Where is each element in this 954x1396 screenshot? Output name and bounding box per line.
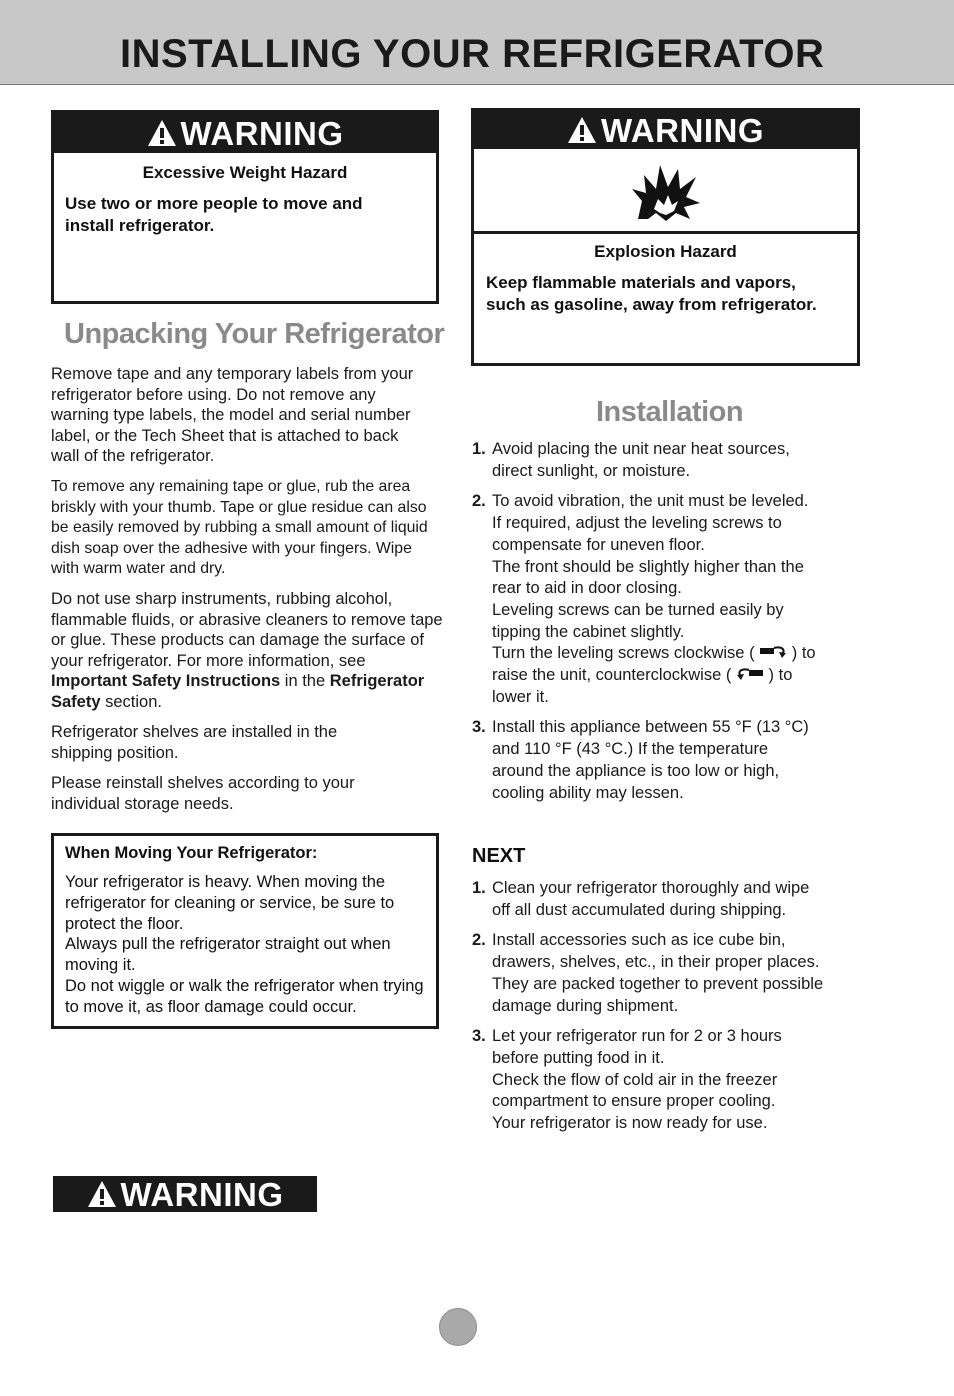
p3-text: in the <box>284 672 326 690</box>
list-item <box>472 878 872 921</box>
hazard-title: Explosion Hazard <box>594 242 737 261</box>
p3-text: section. <box>105 692 162 711</box>
unpacking-paragraph <box>51 589 443 712</box>
item-number: 1. <box>472 440 486 458</box>
ccw-text: raise the unit, counterclockwise ( <box>492 666 732 685</box>
explosion-panel <box>474 149 857 234</box>
hazard-body-line: such as gasoline, away from refrigerator. <box>486 295 817 314</box>
warning-label: WARNING <box>120 1175 284 1213</box>
item-number: 2. <box>472 492 486 511</box>
cw-text: ) to <box>791 644 816 663</box>
refrigerator-safety-reference: Refrigerator Safety <box>51 672 425 711</box>
item-line: Let your refrigerator run for 2 or 3 hours <box>492 1027 782 1046</box>
list-item <box>472 439 872 482</box>
warning-box-explosion <box>471 108 860 366</box>
bottom-warning-banner <box>53 1176 317 1212</box>
counterclockwise-arrow-icon <box>736 667 764 681</box>
next-heading: NEXT <box>472 845 526 867</box>
warning-banner <box>474 111 857 149</box>
item-line: If required, adjust the leveling screws to <box>492 514 782 533</box>
page-title: INSTALLING YOUR REFRIGERATOR <box>120 32 825 76</box>
item-line: The front should be slightly higher than the <box>492 557 804 576</box>
item-line: Avoid placing the unit near heat sources, <box>492 440 790 458</box>
item-line: Clean your refrigerator thoroughly and wipe <box>492 879 810 897</box>
unpacking-paragraph: Refrigerator shelves are installed in the shipping position. <box>51 723 338 762</box>
item-line: and 110 °F (43 °C.) If the temperature <box>492 740 769 759</box>
item-line <box>492 643 872 665</box>
item-line: around the appliance is too low or high, <box>492 761 780 780</box>
hazard-body-line: Keep flammable materials and vapors, <box>486 273 796 292</box>
item-line: compensate for uneven floor. <box>492 535 705 554</box>
item-line: Your refrigerator is now ready for use. <box>492 1114 768 1133</box>
hazard-title: Excessive Weight Hazard <box>142 163 348 182</box>
warning-triangle-icon <box>87 1180 117 1208</box>
item-number: 3. <box>472 718 486 737</box>
warning-triangle-icon <box>567 116 597 144</box>
next-list <box>472 878 872 1144</box>
unpacking-paragraph: Remove tape and any temporary labels from your refrigerator before using. Do not remove any warning type labels, the model and serial number label, or the Tech Sheet that is attached to back wall of the refrigerator. <box>51 365 414 465</box>
warning-label: WARNING <box>180 114 344 152</box>
moving-box <box>51 833 439 1029</box>
ccw-text: ) to <box>768 666 793 685</box>
installation-heading: Installation <box>596 396 744 428</box>
item-line: Leveling screws can be turned easily by <box>492 600 784 619</box>
list-item <box>472 491 872 708</box>
item-line: They are packed together to prevent possible <box>492 974 824 993</box>
item-line <box>492 665 872 687</box>
page-number-dot <box>439 1308 477 1346</box>
item-line: before putting food in it. <box>492 1048 665 1067</box>
moving-text: Your refrigerator is heavy. When moving the refrigerator for cleaning or service, be sure to protect the floor. <box>65 873 395 933</box>
item-line: Install accessories such as ice cube bin, <box>492 931 786 950</box>
header-band <box>0 0 954 85</box>
item-line: cooling ability may lessen. <box>492 783 684 802</box>
item-number: 1. <box>472 879 486 897</box>
list-item <box>472 1026 872 1135</box>
cw-text: Turn the leveling screws clockwise ( <box>492 644 755 663</box>
clockwise-arrow-icon <box>759 645 787 659</box>
unpacking-paragraph: To remove any remaining tape or glue, rub the area briskly with your thumb. Tape or glue residue can also be easily removed by rubbing a small amount of liquid dish soap over the adhesive with your fingers. Wipe with warm water and dry. <box>51 478 428 577</box>
item-line: compartment to ensure proper cooling. <box>492 1092 776 1111</box>
item-number: 2. <box>472 931 486 950</box>
warning-banner <box>54 113 436 153</box>
moving-title: When Moving Your Refrigerator: <box>65 844 318 862</box>
item-number: 3. <box>472 1027 486 1046</box>
warning-box-weight <box>51 110 439 304</box>
unpacking-paragraph: Please reinstall shelves according to your individual storage needs. <box>51 774 355 813</box>
item-line: drawers, shelves, etc., in their proper places. <box>492 953 820 972</box>
warning-label: WARNING <box>601 111 764 149</box>
item-line: Install this appliance between 55 °F (13 °C) <box>492 718 809 737</box>
unpacking-heading: Unpacking Your Refrigerator <box>64 318 445 350</box>
item-line: Check the flow of cold air in the freezer <box>492 1070 778 1089</box>
item-line: lower it. <box>492 687 549 706</box>
list-item <box>472 930 872 1017</box>
moving-text: Always pull the refrigerator straight out when moving it. <box>65 935 391 975</box>
p3-text: Do not use sharp instruments, rubbing alcohol, flammable fluids, or abrasive cleaners to remove tape or glue. These products can damage the surface of your refrigerator. For more information, see <box>51 590 443 670</box>
warning-triangle-icon <box>147 119 177 147</box>
item-line: To avoid vibration, the unit must be leveled. <box>492 492 809 511</box>
safety-instructions-reference: Important Safety Instructions <box>51 672 281 690</box>
item-line: off all dust accumulated during shipping. <box>492 900 787 919</box>
explosion-icon <box>630 159 702 221</box>
item-line: direct sunlight, or moisture. <box>492 461 691 480</box>
item-line: rear to aid in door closing. <box>492 579 682 598</box>
installation-list <box>472 439 872 813</box>
hazard-body: Use two or more people to move and install refrigerator. <box>65 194 363 235</box>
list-item <box>472 717 872 804</box>
item-line: damage during shipment. <box>492 996 679 1015</box>
moving-text: Do not wiggle or walk the refrigerator when trying to move it, as floor damage could occur. <box>65 976 424 1016</box>
item-line: tipping the cabinet slightly. <box>492 622 685 641</box>
